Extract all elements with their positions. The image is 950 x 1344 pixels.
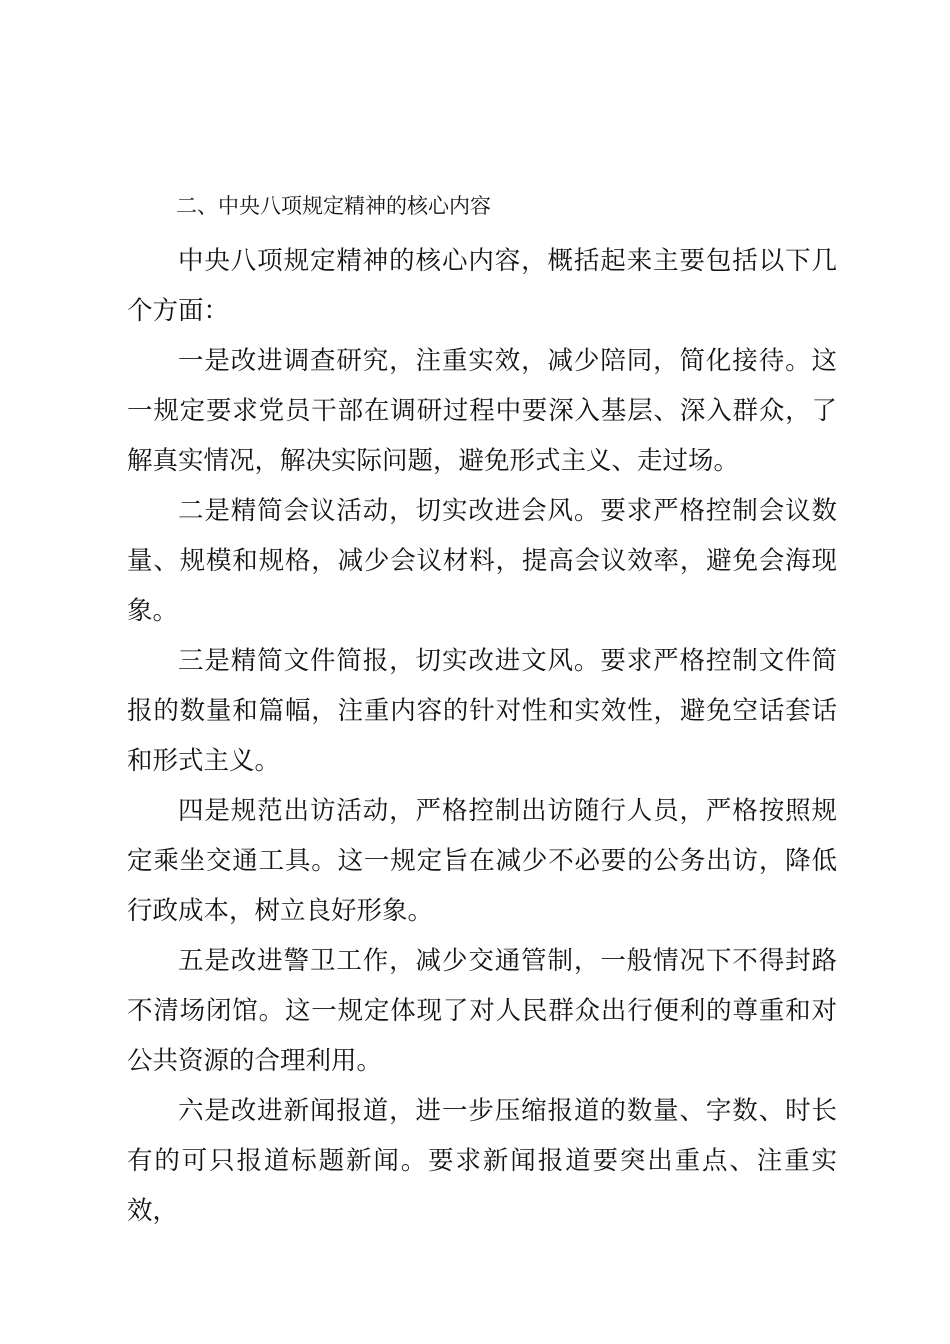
paragraph-item-1: 一是改进调查研究，注重实效，减少陪同，简化接待。这一规定要求党员干部在调研过程中要深入基层、深入群众，了解真实情况，解决实际问题，避免形式主义、走过场。 xyxy=(127,346,837,476)
document-body xyxy=(127,236,837,1236)
section-heading: 二、中央八项规定精神的核心内容 xyxy=(176,194,491,218)
paragraph-item-6: 六是改进新闻报道，进一步压缩报道的数量、字数、时长有的可只报道标题新闻。要求新闻报道要突出重点、注重实效， xyxy=(127,1096,837,1226)
paragraph-item-5: 五是改进警卫工作，减少交通管制，一般情况下不得封路不清场闭馆。这一规定体现了对人民群众出行便利的尊重和对公共资源的合理利用。 xyxy=(127,946,837,1076)
paragraph-item-2: 二是精简会议活动，切实改进会风。要求严格控制会议数量、规模和规格，减少会议材料，提高会议效率，避免会海现象。 xyxy=(127,496,837,626)
paragraph-item-4: 四是规范出访活动，严格控制出访随行人员，严格按照规定乘坐交通工具。这一规定旨在减少不必要的公务出访，降低行政成本，树立良好形象。 xyxy=(127,796,837,926)
paragraph-intro: 中央八项规定精神的核心内容，概括起来主要包括以下几个方面： xyxy=(127,246,837,326)
paragraph-item-3: 三是精简文件简报，切实改进文风。要求严格控制文件简报的数量和篇幅，注重内容的针对性和实效性，避免空话套话和形式主义。 xyxy=(127,646,837,776)
